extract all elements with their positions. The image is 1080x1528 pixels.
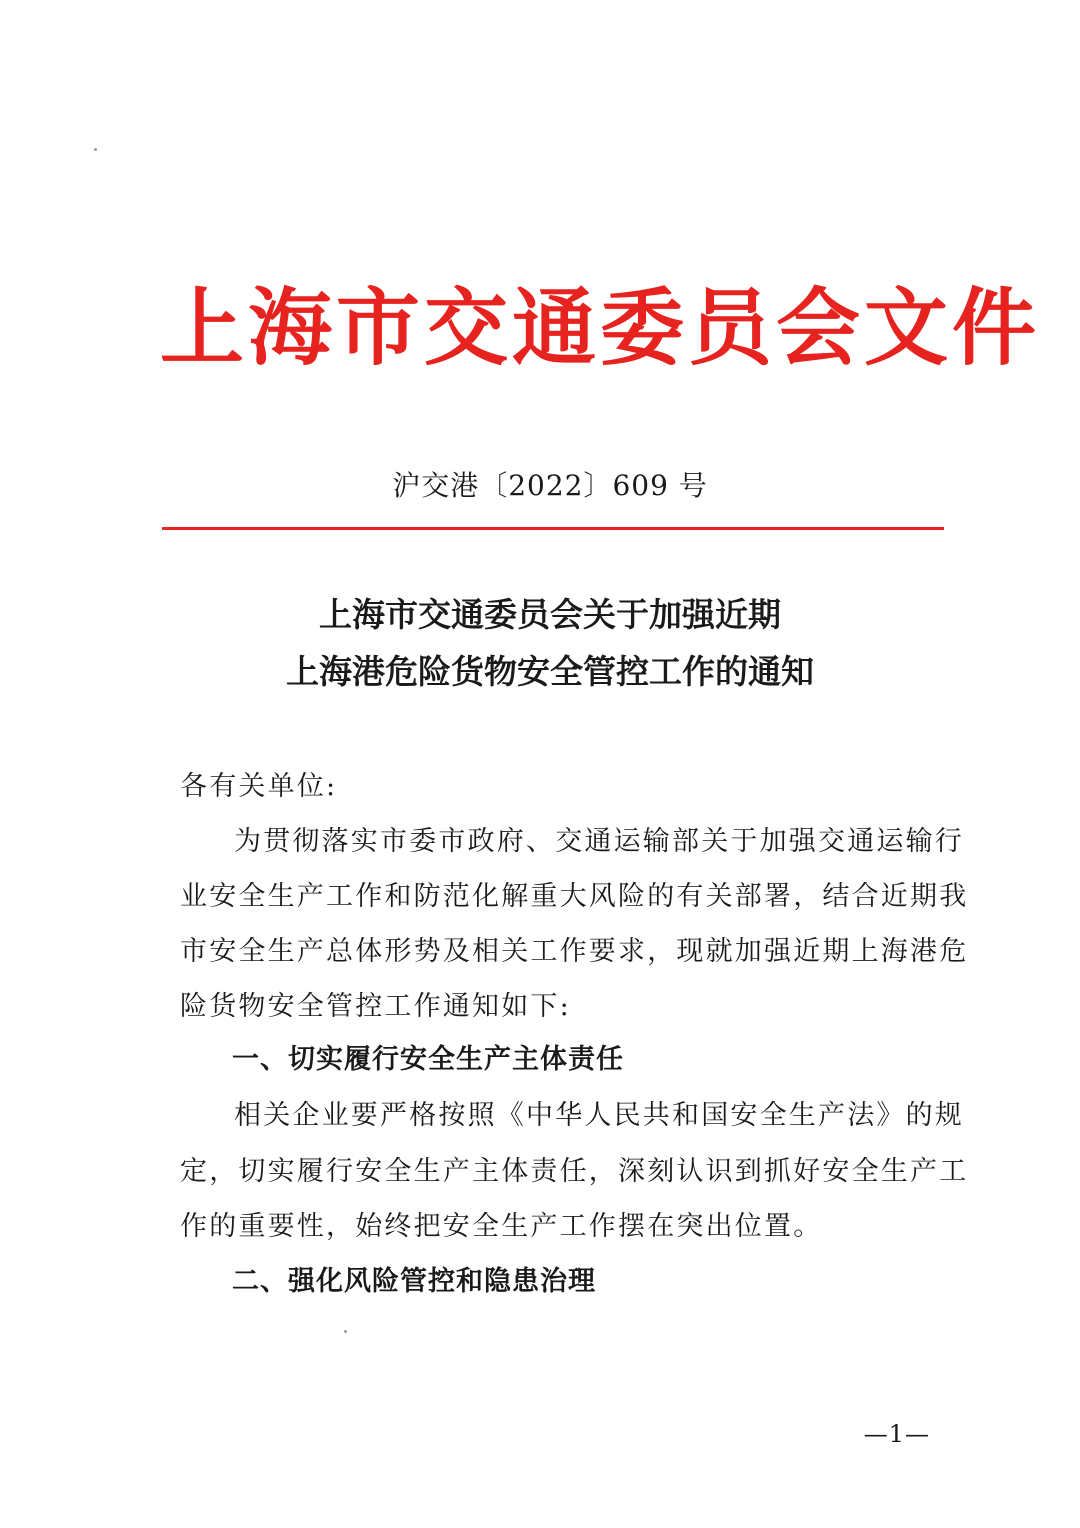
issuer-title: 上海市交通委员会文件 <box>160 278 1041 377</box>
intro-line-4: 险货物安全管控工作通知如下: <box>180 991 571 1022</box>
red-separator-line <box>162 527 944 530</box>
section-1-line-3: 作的重要性，始终把安全生产工作摆在突出位置。 <box>180 1211 823 1242</box>
section-1-heading: 一、切实履行安全生产主体责任 <box>232 1044 624 1075</box>
section-1-line-1: 相关企业要严格按照《中华人民共和国安全生产法》的规 <box>234 1100 964 1131</box>
notice-title-line-2: 上海港危险货物安全管控工作的通知 <box>286 652 814 691</box>
section-2-heading: 二、强化风险管控和隐患治理 <box>232 1266 596 1297</box>
page-number: —1— <box>863 1420 930 1448</box>
intro-line-2: 业安全生产工作和防范化解重大风险的有关部署，结合近期我 <box>180 881 969 912</box>
scan-speck <box>94 148 97 151</box>
notice-title-line-1: 上海市交通委员会关于加强近期 <box>319 595 781 634</box>
intro-line-3: 市安全生产总体形势及相关工作要求，现就加强近期上海港危 <box>180 936 969 967</box>
section-1-line-2: 定，切实履行安全生产主体责任，深刻认识到抓好安全生产工 <box>180 1156 969 1187</box>
intro-line-1: 为贯彻落实市委市政府、交通运输部关于加强交通运输行 <box>234 826 964 857</box>
scan-speck <box>344 1330 347 1333</box>
salutation: 各有关单位: <box>180 771 338 802</box>
document-number: 沪交港〔2022〕609 号 <box>392 469 708 502</box>
